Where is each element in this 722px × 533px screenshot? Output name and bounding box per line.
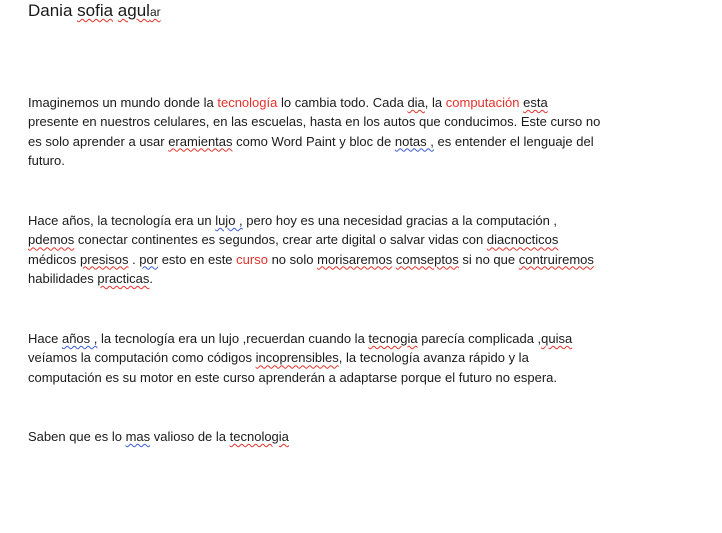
spelling-error[interactable]: morisaremos (317, 251, 393, 267)
grammar-error[interactable]: lujo , (215, 213, 243, 228)
text-run: veíamos la computación como códigos (28, 350, 256, 366)
spelling-error[interactable]: contruiremos (518, 251, 594, 267)
spelling-error[interactable]: esta (523, 95, 548, 110)
text-run: futuro. (28, 152, 65, 168)
text-line (28, 93, 628, 112)
paragraph-3 (28, 329, 628, 387)
text-run: esto en este (158, 251, 237, 267)
spelling-error[interactable]: agul (117, 1, 150, 20)
text-run: la tecnología era un lujo ,recuerdan cuando la (97, 331, 369, 346)
spelling-error[interactable]: ar (149, 5, 161, 19)
text-run: , la (424, 95, 446, 110)
text-run: valioso de la (150, 429, 230, 444)
paragraph-4 (28, 427, 628, 446)
text-line (28, 329, 628, 348)
text-line (28, 250, 628, 269)
text-run: Imaginemos un mundo donde la (28, 95, 218, 110)
red-text-run: curso (236, 251, 268, 267)
text-line (28, 151, 628, 170)
title-text: Dania (28, 1, 78, 20)
spelling-error[interactable]: presisos (80, 251, 129, 267)
document-title (28, 0, 161, 23)
spelling-error[interactable]: tecnogia (368, 331, 418, 346)
text-run: lo cambia todo. Cada (277, 95, 408, 110)
text-line (28, 211, 628, 230)
grammar-error[interactable]: por (139, 251, 159, 267)
text-run: . (149, 270, 154, 286)
spelling-error[interactable]: comseptos (395, 251, 459, 267)
text-run: . (128, 251, 140, 267)
red-text-run: tecnología (217, 95, 278, 110)
grammar-error[interactable]: notas , (394, 133, 434, 149)
text-run: es solo aprender a usar (28, 133, 169, 149)
text-line (28, 230, 628, 249)
paragraph-2 (28, 211, 628, 288)
text-line (28, 427, 628, 446)
spelling-error[interactable]: practicas (97, 270, 150, 286)
text-run: es entender el lenguaje del (433, 133, 594, 149)
spelling-error[interactable]: tecnologia (229, 429, 289, 444)
grammar-error[interactable]: mas (125, 429, 151, 444)
text-run: si no que (458, 251, 519, 267)
text-run: Hace años, la tecnología era un (28, 213, 216, 228)
text-run: presente en nuestros celulares, en las escuelas, hasta en los autos que conducimos. Este curso no (28, 114, 601, 130)
text-line (28, 132, 628, 151)
text-line (28, 368, 628, 387)
text-run: como Word Paint y bloc de (232, 133, 395, 149)
text-line (28, 348, 628, 367)
spelling-error[interactable]: incoprensibles (255, 350, 339, 366)
spelling-error[interactable]: eramientas (168, 133, 233, 149)
spelling-error[interactable]: quisa (541, 331, 573, 346)
red-text-run: computación (445, 95, 520, 110)
text-line (28, 269, 628, 288)
spelling-error[interactable]: sofia (77, 1, 114, 20)
text-line (28, 112, 628, 131)
spelling-error[interactable]: dia (407, 95, 425, 110)
spelling-error[interactable]: diacnocticos (486, 232, 559, 248)
text-run: parecía complicada , (417, 331, 542, 346)
text-run: , la tecnología avanza rápido y la (338, 350, 529, 366)
grammar-error[interactable]: años , (61, 331, 98, 346)
text-run: Saben que es lo (28, 429, 126, 444)
paragraph-1 (28, 93, 628, 170)
text-run: médicos (28, 251, 81, 267)
text-run: habilidades (28, 270, 98, 286)
text-run: no solo (267, 251, 318, 267)
spelling-error[interactable]: pdemos (28, 232, 75, 248)
text-run: pero hoy es una necesidad gracias a la computación , (242, 213, 558, 228)
text-run: computación es su motor en este curso aprenderán a adaptarse porque el futuro no espera. (28, 369, 557, 385)
text-run: conectar continentes es segundos, crear arte digital o salvar vidas con (74, 232, 487, 248)
text-run: Hace (28, 331, 62, 346)
